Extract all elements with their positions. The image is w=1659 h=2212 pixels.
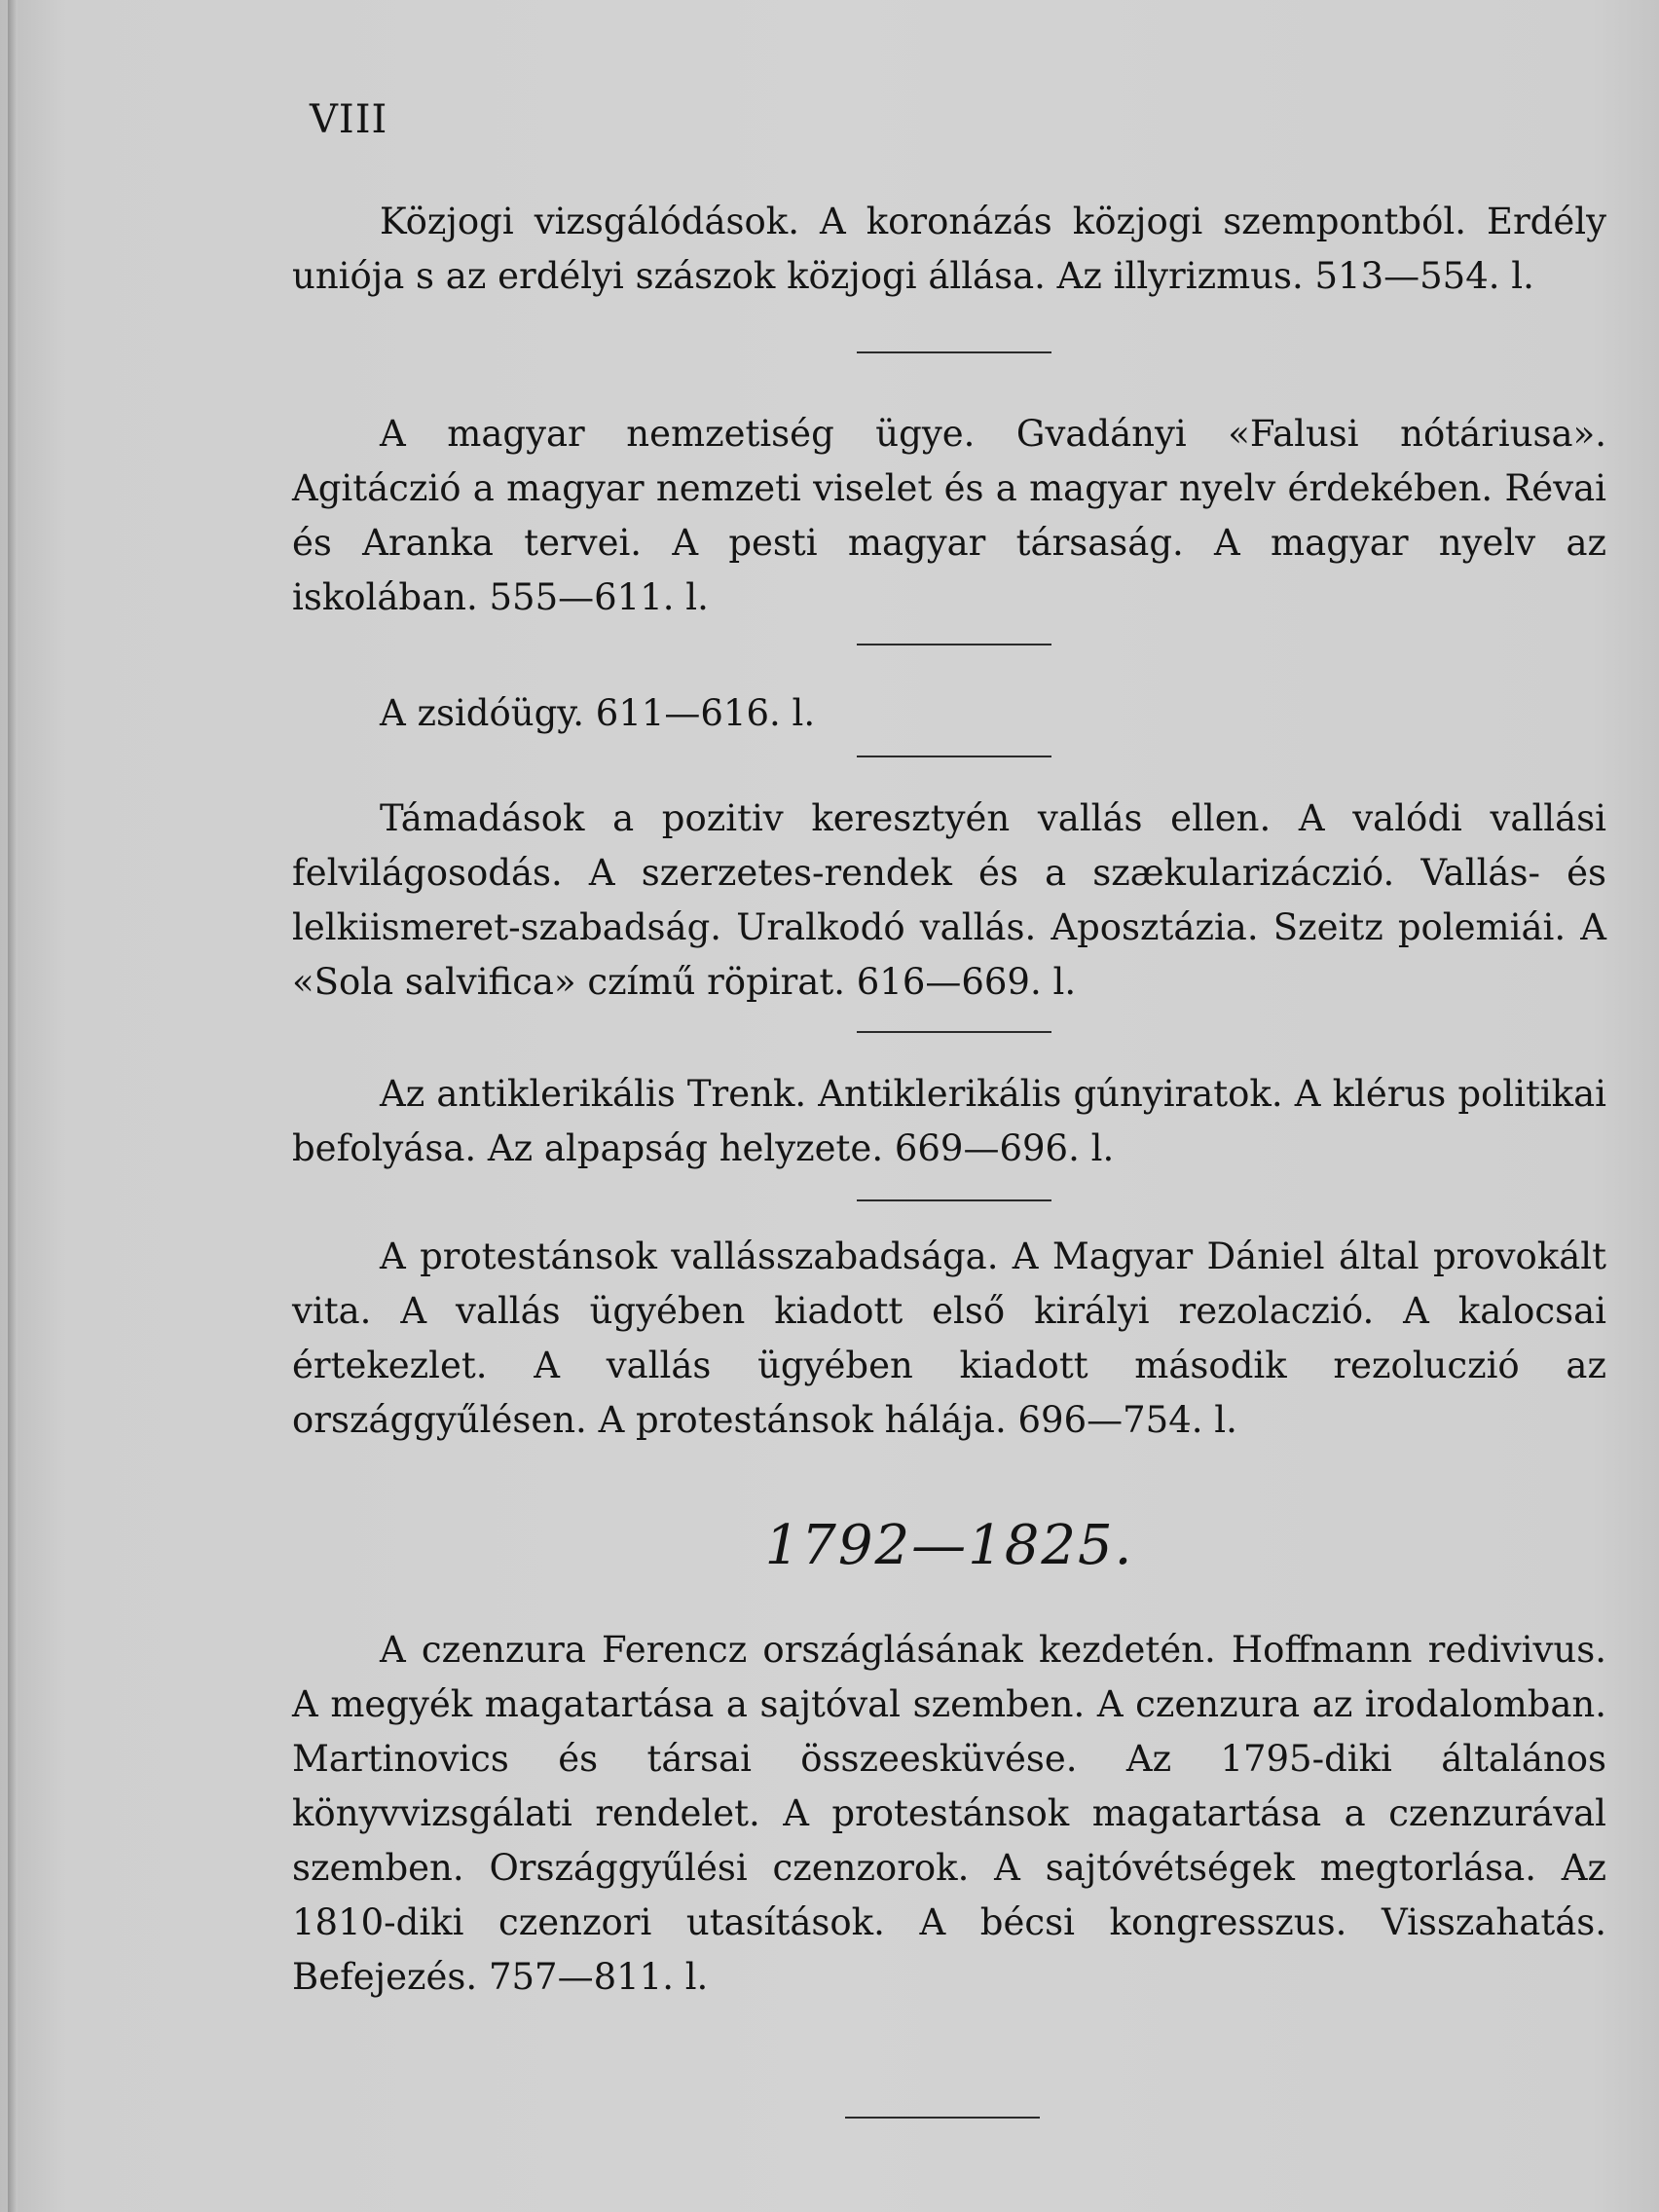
section-divider [857, 756, 1051, 757]
page-number: VIII [310, 97, 388, 142]
toc-entry-hungarian-nationality: A magyar nemzetiség ügye. Gvadányi «Falusi nótáriusa». Agitáczió a magyar nemzeti viselet és a magyar nyelv érdekében. Révai és Aranka tervei. A pesti magyar társaság. A magyar nyelv az iskolában. 555—611. l. [292, 413, 1606, 618]
section-divider [857, 351, 1051, 353]
toc-entry-censorship: A czenzura Ferencz országlásának kezdetén. Hoffmann redivivus. A megyék magatartása a sajtóval szemben. A czenzura az irodalomban. Martinovics és társai összeesküvése. Az 1795-diki általános könyvvizsgálati rendelet. A protestánsok magatartása a czenzurával szemben. Országgyűlési czenzorok. A sajtóvétségek megtorlása. Az 1810-diki czenzori utasítások. A bécsi kongresszus. Visszahatás. Befejezés. 757—811. l. [292, 1629, 1606, 1998]
toc-entry-protestant-freedom: A protestánsok vallásszabadsága. A Magyar Dániel által provokált vita. A vallás ügyében kiadott első királyi rezolaczió. A kalocsai értekezlet. A vallás ügyében kiadott második rezoluczió az országgyűlésen. A protestánsok hálája. 696—754. l. [292, 1235, 1606, 1441]
section-divider [857, 1199, 1051, 1201]
toc-entry-jewish-question: A zsidóügy. 611—616. l. [380, 692, 816, 734]
toc-entry-anticlerical-trenk: Az antiklerikális Trenk. Antiklerikális gúnyiratok. A klérus politikai befolyása. Az alpapság helyzete. 669—696. l. [292, 1073, 1606, 1169]
section-divider [857, 1031, 1051, 1033]
toc-entry-attacks-on-religion: Támadások a pozitiv keresztyén vallás ellen. A valódi vallási felvilágosodás. A szerzetes-rendek és a szækularizáczió. Vallás- és lelkiismeret-szabadság. Uralkodó vallás. Aposztázia. Szeitz polemiái. A «Sola salvifica» czímű röpirat. 616—669. l. [292, 797, 1606, 1003]
section-divider [845, 2117, 1040, 2119]
period-heading: 1792—1825. [764, 1514, 1134, 1577]
page-edge-shadow [8, 0, 18, 2212]
toc-entry-public-law: Közjogi vizsgálódások. A koronázás közjogi szempontból. Erdély uniója s az erdélyi szászok közjogi állása. Az illyrizmus. 513—554. l. [292, 201, 1606, 297]
section-divider [857, 644, 1051, 645]
